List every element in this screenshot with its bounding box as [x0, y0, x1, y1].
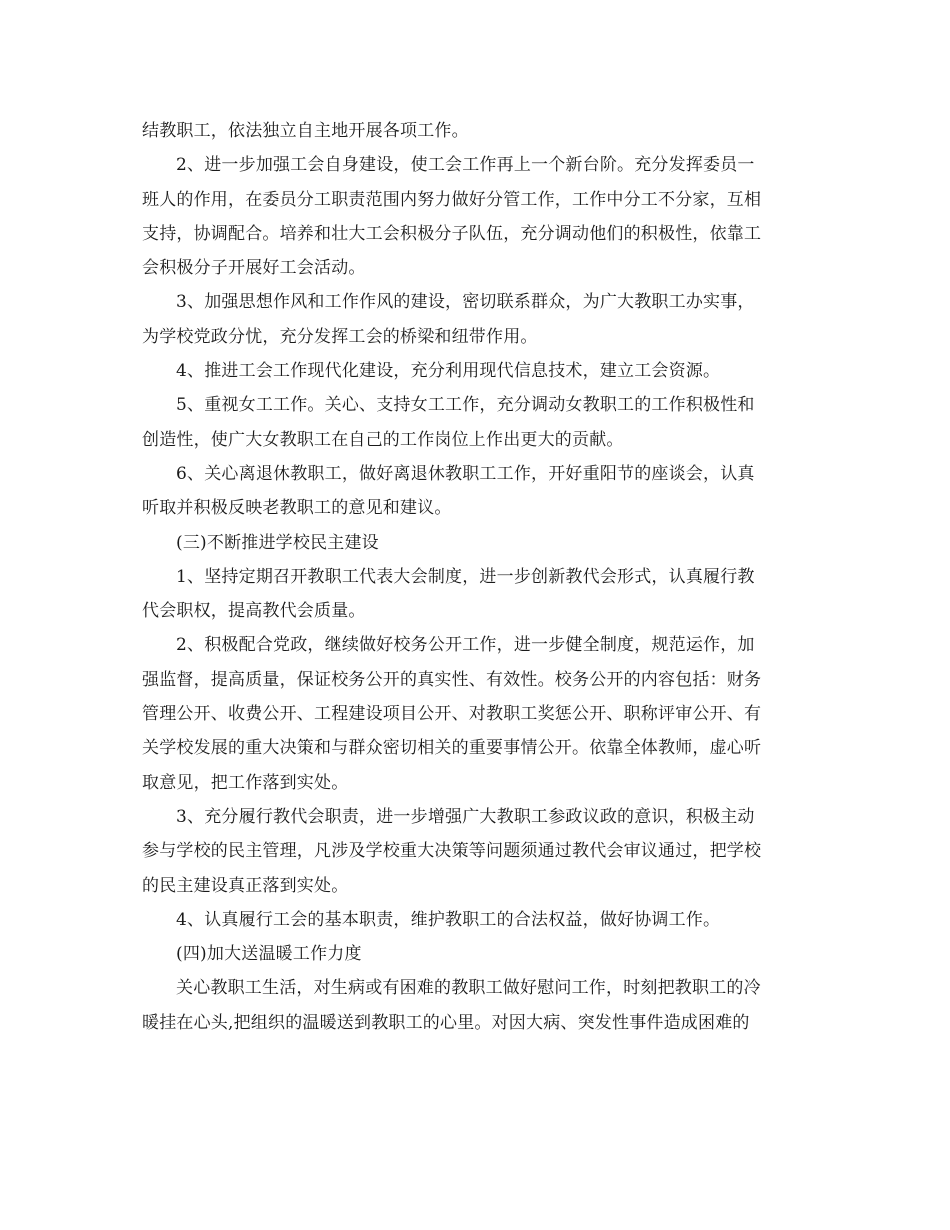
text-line-16: 2、积极配合党政，继续做好校务公开工作，进一步健全制度，规范运作，加 — [176, 635, 755, 656]
text-line-26: 关心教职工生活，对生病或有困难的教职工做好慰问工作，时刻把教职工的冷 — [176, 978, 761, 999]
text-line-5: 会积极分子开展好工会活动。 — [142, 258, 366, 279]
section-heading-4: (四)加大送温暖工作力度 — [176, 944, 362, 965]
text-line-11: 6、关心离退休教职工，做好离退休教职工工作，开好重阳节的座谈会，认真 — [176, 463, 755, 484]
text-line-7: 为学校党政分忧，充分发挥工会的桥梁和纽带作用。 — [142, 326, 538, 347]
text-line-1: 结教职工，依法独立自主地开展各项工作。 — [142, 121, 469, 141]
text-line-12: 听取并积极反映老教职工的意见和建议。 — [142, 498, 452, 519]
text-line-2: 2、进一步加强工会自身建设，使工会工作再上一个新台阶。充分发挥委员一 — [176, 155, 755, 176]
text-line-18: 管理公开、收费公开、工程建设项目公开、对教职工奖惩公开、职称评审公开、有 — [142, 704, 762, 725]
text-line-23: 的民主建设真正落到实处。 — [142, 875, 349, 896]
text-line-22: 参与学校的民主管理，凡涉及学校重大决策等问题须通过教代会审议通过，把学校 — [142, 841, 762, 862]
text-line-9: 5、重视女工工作。关心、支持女工工作，充分调动女教职工的工作积极性和 — [176, 395, 755, 416]
text-line-6: 3、加强思想作风和工作作风的建设，密切联系群众，为广大教职工办实事， — [176, 292, 755, 313]
section-heading-3: (三)不断推进学校民主建设 — [176, 532, 379, 553]
text-line-4: 支持，协调配合。培养和壮大工会积极分子队伍，充分调动他们的积极性，依靠工 — [142, 223, 762, 244]
document-body — [142, 114, 812, 1040]
text-line-17: 强监督，提高质量，保证校务公开的真实性、有效性。校务公开的内容包括：财务 — [142, 669, 762, 690]
text-line-21: 3、充分履行教代会职责，进一步增强广大教职工参政议政的意识，积极主动 — [176, 806, 755, 827]
text-line-20: 取意见，把工作落到实处。 — [142, 772, 349, 793]
text-line-19: 关学校发展的重大决策和与群众密切相关的重要事情公开。依靠全体教师，虚心听 — [142, 738, 762, 759]
text-line-8: 4、推进工会工作现代化建设，充分利用现代信息技术，建立工会资源。 — [176, 361, 721, 382]
text-line-15: 代会职权，提高教代会质量。 — [142, 601, 366, 622]
text-line-27: 暖挂在心头,把组织的温暖送到教职工的心里。对因大病、突发性事件造成困难的 — [142, 1012, 750, 1033]
text-line-24: 4、认真履行工会的基本职责，维护教职工的合法权益，做好协调工作。 — [176, 909, 721, 930]
text-line-10: 创造性，使广大女教职工在自己的工作岗位上作出更大的贡献。 — [142, 429, 624, 450]
text-line-3: 班人的作用，在委员分工职责范围内努力做好分管工作，工作中分工不分家，互相 — [142, 189, 762, 210]
text-line-14: 1、坚持定期召开教职工代表大会制度，进一步创新教代会形式，认真履行教 — [176, 566, 755, 587]
